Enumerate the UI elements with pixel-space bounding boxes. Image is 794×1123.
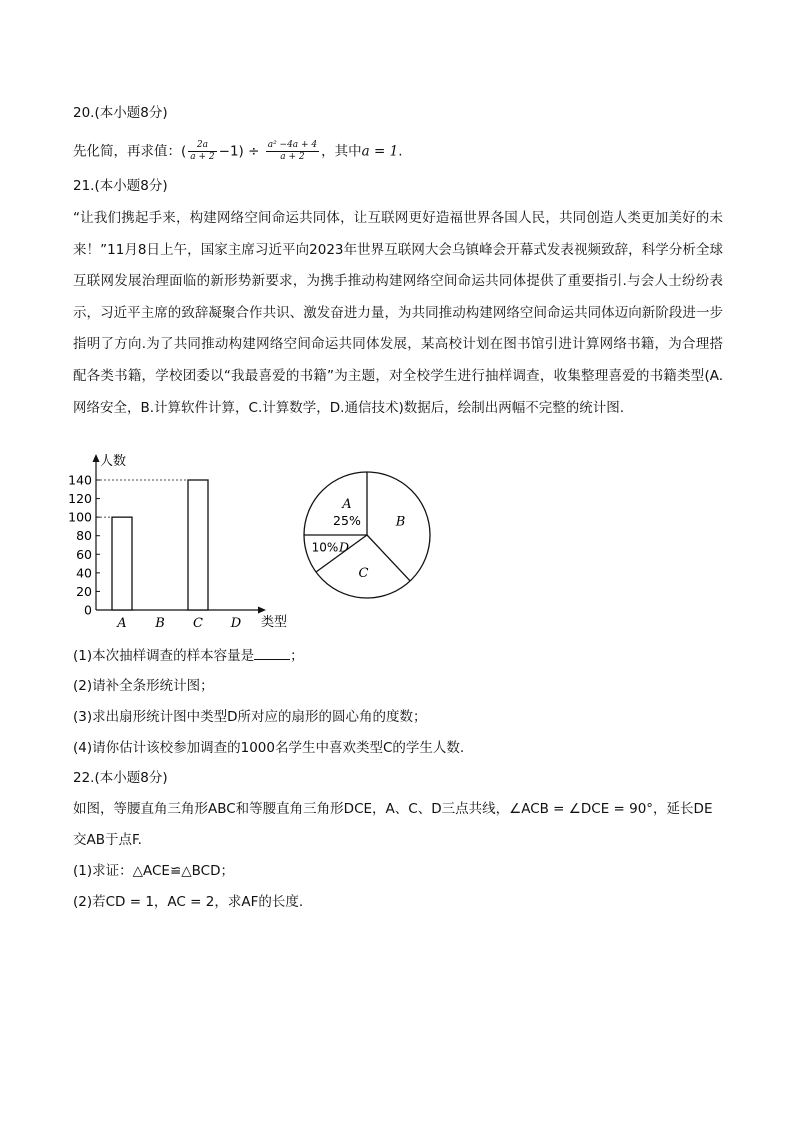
category-label: A bbox=[117, 616, 127, 631]
y-tick-label: 40 bbox=[76, 565, 92, 581]
y-axis-label: 人数 bbox=[100, 454, 127, 469]
y-tick-label: 60 bbox=[76, 546, 92, 562]
bar-chart-ticks bbox=[68, 473, 100, 618]
q20-end: . bbox=[398, 143, 403, 160]
y-tick-label: 0 bbox=[84, 602, 92, 618]
bar-A bbox=[112, 517, 132, 610]
category-label: C bbox=[193, 616, 203, 631]
x-axis-arrow bbox=[258, 607, 266, 614]
pie-label-A: A bbox=[342, 496, 352, 512]
answer-blank bbox=[254, 645, 290, 660]
q22-line1: 如图，等腰直角三角形ABC和等腰直角三角形DCE，A、C、D三点共线，∠ACB = ∠DCE = 90°，延长DE bbox=[73, 801, 713, 817]
q20-heading: 20.(本小题8分) bbox=[73, 105, 168, 121]
q20-minus-one: −1) ÷ bbox=[218, 143, 264, 160]
q22-heading: 22.(本小题8分) bbox=[73, 770, 168, 786]
q20-fraction-2 bbox=[266, 140, 319, 163]
category-label: D bbox=[230, 616, 242, 631]
pie-percent-D: 10% bbox=[311, 540, 339, 555]
pie-chart bbox=[300, 468, 435, 603]
bar-chart bbox=[68, 448, 300, 633]
q21-sub4: (4)请你估计该校参加调查的1000名学生中喜欢类型C的学生人数. bbox=[73, 740, 465, 756]
pie-chart-slices bbox=[304, 472, 430, 598]
q22-sub2: (2)若CD = 1，AC = 2，求AF的长度. bbox=[73, 894, 304, 910]
pie-label-B: B bbox=[395, 514, 406, 530]
q21-paragraph: “让我们携起手来，构建网络空间命运共同体，让互联网更好造福世界各国人民，共同创造人类更加美好的未来！”11月8日上午，国家主席习近平向2023年世界互联网大会乌镇峰会开幕式发表视频致辞，科学分析全球互联网发展治理面临的新形势新要求，为携手推动构建网络空间命运共同体提供了重要指引.与会人士纷纷表示，习近平主席的致辞凝聚合作共识、激发奋进力量，为共同推动构建网络空间命运共同体迈向新阶段进一步指明了方向.为了共同推动构建网络空间命运共同体发展，某高校计划在图书馆引进计算网络书籍，为合理搭配各类书籍，学校团委以“我最喜爱的书籍”为主题，对全校学生进行抽样调查，收集整理喜爱的书籍类型(A.网络安全，B.计算软件计算，C.计算数学，D.通信技术)数据后，绘制出两幅不完整的统计图. bbox=[73, 210, 723, 416]
pie-percent-A: 25% bbox=[333, 512, 361, 528]
q20-suffix: ，其中 bbox=[321, 143, 362, 160]
q20-frac2-denominator: a + 2 bbox=[280, 152, 305, 162]
q20-frac1-numerator: 2a bbox=[188, 140, 216, 152]
bar-chart-categories bbox=[116, 616, 241, 631]
q20-prefix: 先化简，再求值：( bbox=[73, 143, 187, 160]
y-axis-arrow bbox=[93, 454, 100, 462]
q20-condition: a = 1 bbox=[361, 143, 399, 160]
q21-sub3: (3)求出扇形统计图中类型D所对应的扇形的圆心角的度数； bbox=[73, 709, 427, 725]
q22-sub1: (1)求证：△ACE≌△BCD； bbox=[73, 863, 234, 879]
y-tick-label: 20 bbox=[76, 583, 92, 599]
q21-sub1-text: (1)本次抽样调查的样本容量是 bbox=[73, 648, 255, 664]
x-axis-label: 类型 bbox=[261, 615, 288, 630]
y-tick-label: 120 bbox=[68, 491, 92, 507]
q22-line2: 交AB于点F. bbox=[73, 832, 142, 848]
bar-C bbox=[188, 480, 208, 610]
category-label: B bbox=[155, 616, 165, 631]
y-tick-label: 100 bbox=[68, 509, 92, 525]
q20-fraction-1 bbox=[188, 140, 216, 163]
pie-label-D: D bbox=[338, 539, 349, 555]
q21-sub1-end: ； bbox=[290, 648, 304, 664]
q20-problem bbox=[73, 140, 403, 163]
y-tick-label: 140 bbox=[68, 472, 92, 488]
pie-label-C: C bbox=[358, 565, 369, 581]
y-tick-label: 80 bbox=[76, 528, 92, 544]
q21-sub1 bbox=[73, 645, 304, 666]
q21-heading: 21.(本小题8分) bbox=[73, 178, 168, 194]
q20-frac2-numerator: a² −4a + 4 bbox=[267, 140, 318, 150]
q21-sub2: (2)请补全条形统计图； bbox=[73, 678, 214, 694]
q20-frac1-denominator: a + 2 bbox=[190, 152, 215, 162]
bar-chart-bars bbox=[96, 480, 208, 610]
